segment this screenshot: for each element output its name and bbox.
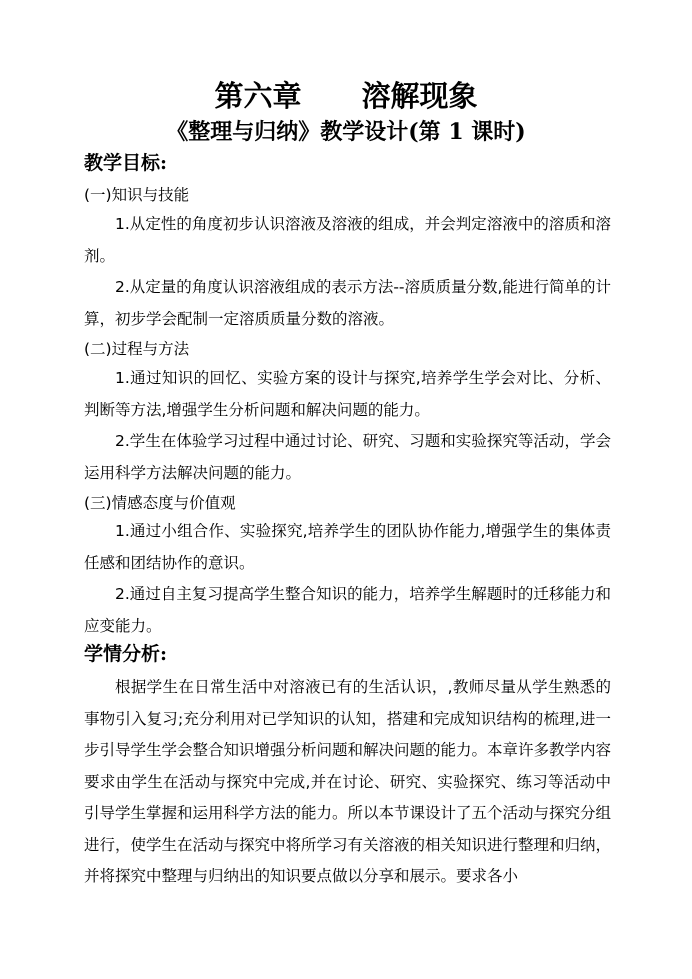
chapter-number: 第六章 [214, 79, 302, 113]
lesson-subtitle: 《整理与归纳》教学设计(第 1 课时) [166, 119, 526, 145]
analysis-paragraph: 根据学生在日常生活中对溶液已有的生活认识，,教师尽量从学生熟悉的事物引入复习;充分利用对已学知识的认知，搭建和完成知识结构的梳理,进一步引导学生学会整合知识增强分析问题和解决问题的能力。本章许多教学内容要求由学生在活动与探究中完成,并在讨论、研究、实验探究、练习等活动中引导学生掌握和运用科学方法的能力。所以本节课设计了五个活动与探究分组进行，使学生在活动与探究中将所学习有关溶液的相关知识进行整理和归纳，并将探究中整理与归纳出的知识要点做以分享和展示。要求各小 [84, 678, 611, 885]
section-attitude-values: (三)情感态度与价值观 [84, 494, 236, 512]
attitude-item-1: 1.通过小组合作、实验探究,培养学生的团队协作能力,增强学生的集体责任感和团结协作的意识。 [84, 522, 611, 572]
knowledge-item-1: 1.从定性的角度初步认识溶液及溶液的组成，并会判定溶液中的溶质和溶剂。 [84, 215, 611, 265]
chapter-title [0, 78, 692, 114]
process-item-1: 1.通过知识的回忆、实验方案的设计与探究,培养学生学会对比、分析、判断等方法,增强学生分析问题和解决问题的能力。 [84, 369, 611, 419]
analysis-heading: 学情分析: [84, 643, 168, 665]
process-item-2: 2.学生在体验学习过程中通过讨论、研究、习题和实验探究等活动，学会运用科学方法解决问题的能力。 [84, 432, 611, 482]
attitude-item-2: 2.通过自主复习提高学生整合知识的能力，培养学生解题时的迁移能力和应变能力。 [84, 585, 611, 635]
section-knowledge-skills: (一)知识与技能 [84, 186, 190, 204]
section-process-method: (二)过程与方法 [84, 340, 190, 358]
knowledge-item-2: 2.从定量的角度认识溶液组成的表示方法--溶质质量分数,能进行简单的计算，初步学会配制一定溶质质量分数的溶液。 [84, 278, 611, 328]
chapter-topic: 溶解现象 [361, 79, 478, 113]
objectives-heading: 教学目标: [84, 152, 168, 174]
